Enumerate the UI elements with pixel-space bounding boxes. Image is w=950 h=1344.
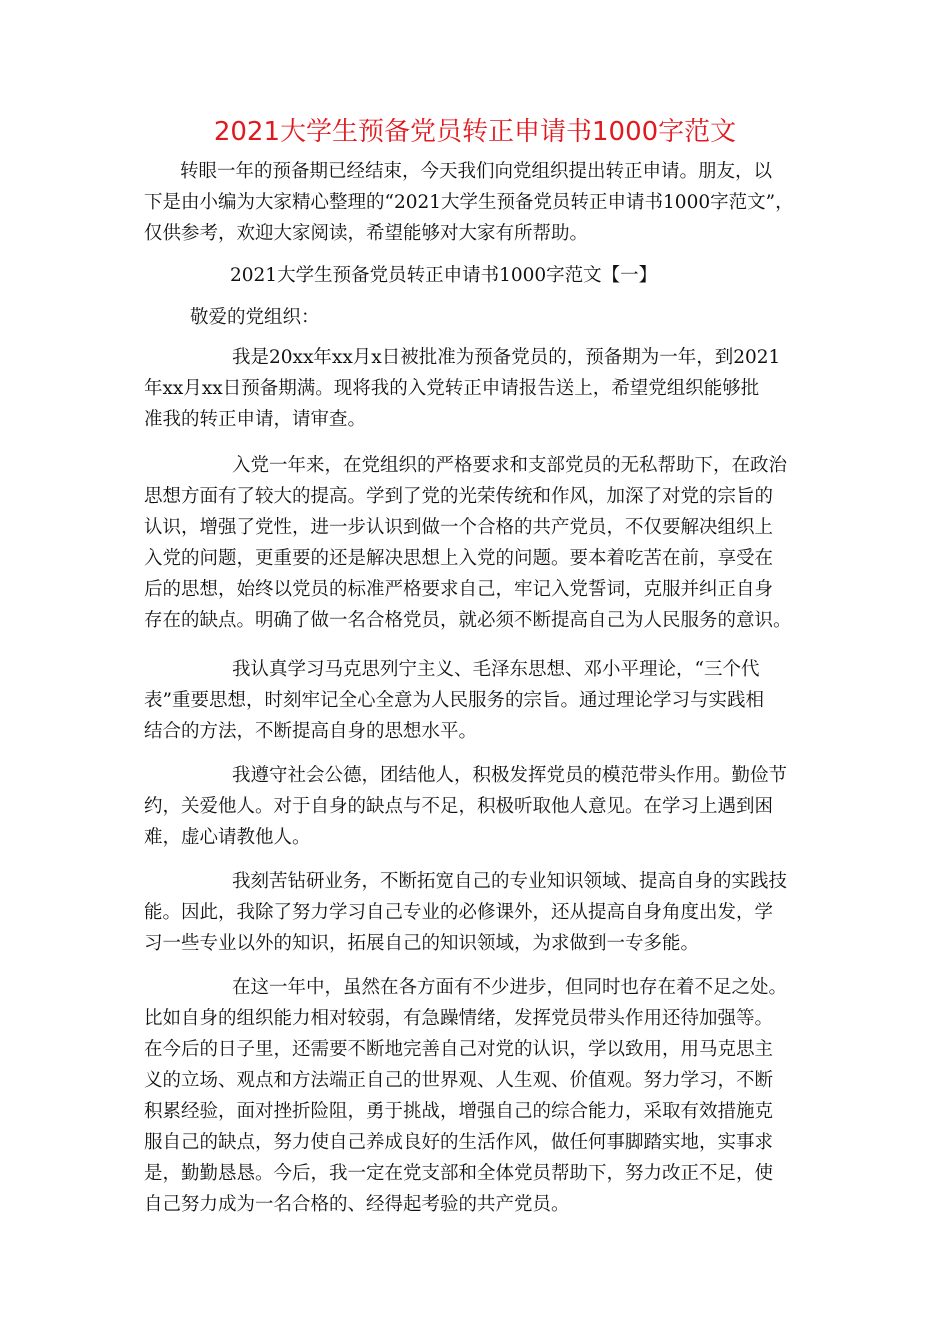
paragraph-line: 自己努力成为一名合格的、经得起考验的共产党员。	[144, 1194, 570, 1215]
paragraph-line: 在今后的日子里，还需要不断地完善自己对党的认识，学以致用，用马克思主	[144, 1039, 774, 1060]
paragraph-line: 思想方面有了较大的提高。学到了党的光荣传统和作风，加深了对党的宗旨的	[144, 486, 774, 507]
paragraph-line: 入党一年来，在党组织的严格要求和支部党员的无私帮助下，在政治	[232, 455, 788, 476]
document-title: 2021大学生预备党员转正申请书1000字范文	[213, 117, 737, 147]
body-paragraph-1	[144, 342, 804, 435]
body-paragraph-4	[144, 760, 804, 853]
paragraph-line: 积累经验，面对挫折险阻，勇于挑战，增强自己的综合能力，采取有效措施克	[144, 1101, 774, 1122]
intro-paragraph	[144, 156, 804, 249]
paragraph-line: 表”重要思想，时刻牢记全心全意为人民服务的宗旨。通过理论学习与实践相	[144, 690, 764, 711]
paragraph-line: 难，虚心请教他人。	[144, 827, 311, 848]
paragraph-line: 比如自身的组织能力相对较弱，有急躁情绪，发挥党员带头作用还待加强等。	[144, 1008, 774, 1029]
paragraph-line: 年xx月xx日预备期满。现将我的入党转正申请报告送上，希望党组织能够批	[144, 378, 760, 399]
paragraph-line: 习一些专业以外的知识，拓展自己的知识领域，为求做到一专多能。	[144, 933, 700, 954]
paragraph-line: 我是20xx年xx月x日被批准为预备党员的，预备期为一年，到2021	[232, 347, 781, 368]
paragraph-line: 我认真学习马克思列宁主义、毛泽东思想、邓小平理论，“三个代	[232, 659, 760, 680]
body-paragraph-5	[144, 866, 804, 959]
salutation: 敬爱的党组织：	[190, 307, 320, 328]
intro-line: 转眼一年的预备期已经结束，今天我们向党组织提出转正申请。朋友，以	[180, 161, 773, 182]
paragraph-line: 认识，增强了党性，进一步认识到做一个合格的共产党员，不仅要解决组织上	[144, 517, 774, 538]
paragraph-line: 服自己的缺点，努力使自己养成良好的生活作风，做任何事脚踏实地，实事求	[144, 1132, 774, 1153]
paragraph-line: 义的立场、观点和方法端正自己的世界观、人生观、价值观。努力学习，不断	[144, 1070, 774, 1091]
body-paragraph-6	[144, 972, 804, 1220]
paragraph-line: 在这一年中，虽然在各方面有不少进步，但同时也存在着不足之处。	[232, 977, 788, 998]
paragraph-line: 约，关爱他人。对于自身的缺点与不足，积极听取他人意见。在学习上遇到困	[144, 796, 774, 817]
paragraph-line: 准我的转正申请，请审查。	[144, 409, 367, 430]
body-paragraph-3	[144, 654, 804, 747]
body-paragraph-2	[144, 450, 804, 636]
paragraph-line: 存在的缺点。明确了做一名合格党员，就必须不断提高自己为人民服务的意识。	[144, 610, 792, 631]
intro-line: 仅供参考，欢迎大家阅读，希望能够对大家有所帮助。	[144, 223, 589, 244]
paragraph-line: 我刻苦钻研业务，不断拓宽自己的专业知识领域、提高自身的实践技	[232, 871, 788, 892]
paragraph-line: 我遵守社会公德，团结他人，积极发挥党员的模范带头作用。勤俭节	[232, 765, 788, 786]
intro-line: 下是由小编为大家精心整理的“2021大学生预备党员转正申请书1000字范文”，	[144, 192, 794, 213]
paragraph-line: 能。因此，我除了努力学习自己专业的必修课外，还从提高自身角度出发，学	[144, 902, 774, 923]
paragraph-line: 后的思想，始终以党员的标准严格要求自己，牢记入党誓词，克服并纠正自身	[144, 579, 774, 600]
paragraph-line: 结合的方法，不断提高自身的思想水平。	[144, 721, 478, 742]
paragraph-line: 入党的问题，更重要的还是解决思想上入党的问题。要本着吃苦在前，享受在	[144, 548, 774, 569]
section-heading: 2021大学生预备党员转正申请书1000字范文【一】	[230, 265, 658, 286]
paragraph-line: 是，勤勤恳恳。今后，我一定在党支部和全体党员帮助下，努力改正不足，使	[144, 1163, 774, 1184]
